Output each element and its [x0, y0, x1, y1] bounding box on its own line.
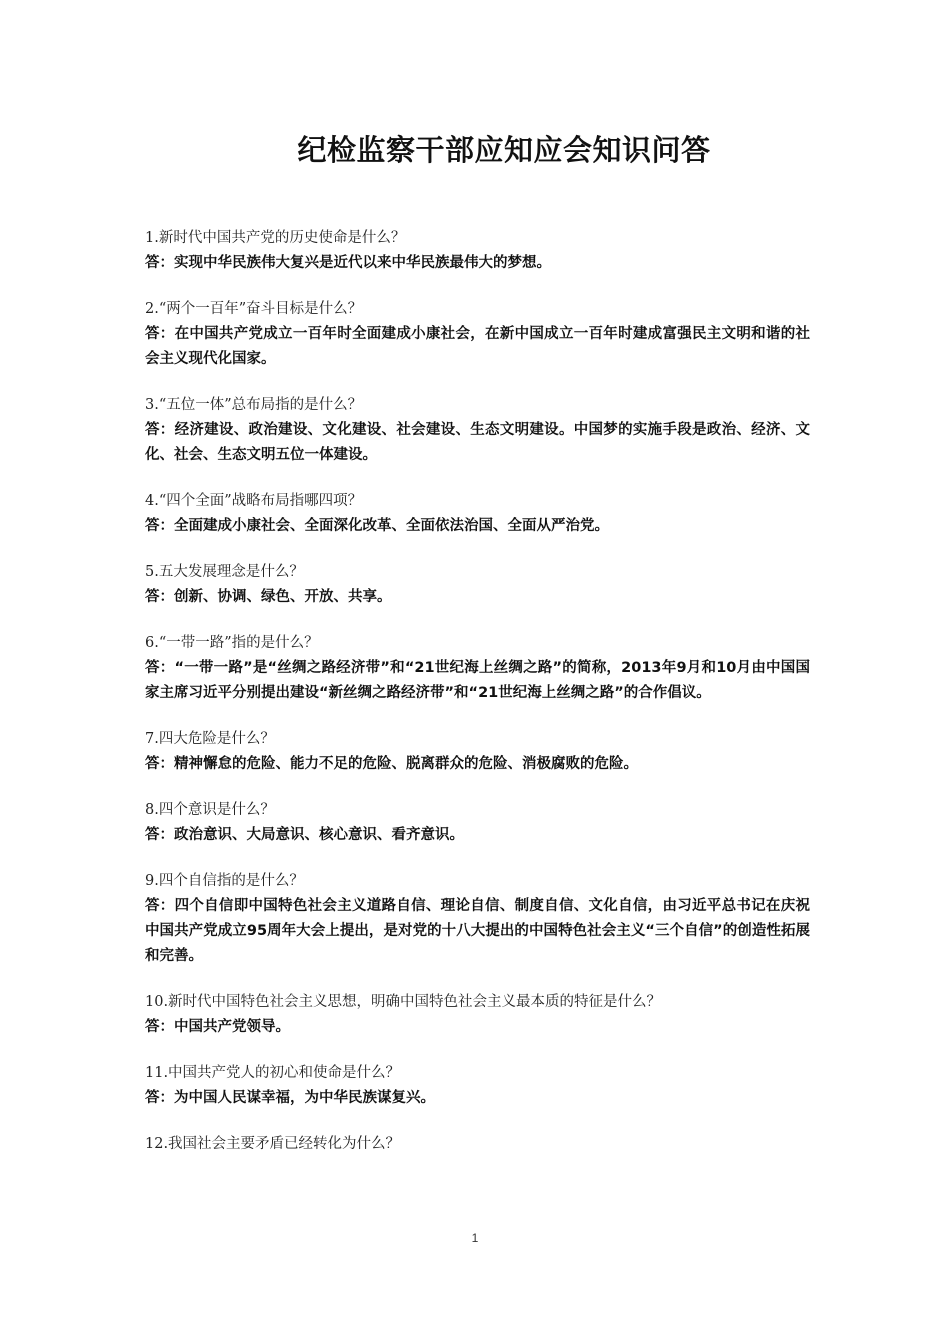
qa-item	[145, 631, 810, 706]
qa-item	[145, 393, 810, 468]
answer-text: 答：创新、协调、绿色、开放、共享。	[145, 589, 392, 605]
answer-text: 答：为中国人民谋幸福，为中华民族谋复兴。	[145, 1090, 435, 1106]
question-text: 9.四个自信指的是什么？	[145, 873, 304, 889]
page-number: 1	[471, 1231, 479, 1245]
question-text: 12.我国社会主要矛盾已经转化为什么？	[145, 1136, 401, 1152]
qa-item	[145, 869, 810, 969]
qa-item	[145, 990, 810, 1040]
question-text: 6.“一带一路”指的是什么？	[145, 635, 319, 651]
document-title: 纪检监察干部应知应会知识问答	[297, 133, 711, 167]
question-text: 8.四个意识是什么？	[145, 802, 275, 818]
answer-text: 答：经济建设、政治建设、文化建设、社会建设、生态文明建设。中国梦的实施手段是政治、经济、文化、社会、生态文明五位一体建设。	[145, 422, 810, 463]
answer-text: 答：四个自信即中国特色社会主义道路自信、理论自信、制度自信、文化自信，由习近平总书记在庆祝中国共产党成立95周年大会上提出，是对党的十八大提出的中国特色社会主义“三个自信”的创造性拓展和完善。	[145, 898, 810, 964]
answer-text: 答：精神懈怠的危险、能力不足的危险、脱离群众的危险、消极腐败的危险。	[145, 756, 638, 772]
qa-item	[145, 727, 810, 777]
answer-text: 答：“一带一路”是“丝绸之路经济带”和“21世纪海上丝绸之路”的简称，2013年9月和10月由中国国家主席习近平分别提出建设“新丝绸之路经济带”和“21世纪海上丝绸之路”的合作倡议。	[145, 660, 810, 701]
qa-item	[145, 798, 810, 848]
qa-item	[145, 489, 810, 539]
qa-item	[145, 1132, 810, 1157]
question-text: 7.四大危险是什么？	[145, 731, 275, 747]
question-text: 11.中国共产党人的初心和使命是什么？	[145, 1065, 401, 1081]
qa-list	[145, 226, 810, 1178]
answer-text: 答：在中国共产党成立一百年时全面建成小康社会，在新中国成立一百年时建成富强民主文明和谐的社会主义现代化国家。	[145, 326, 810, 367]
question-text: 1.新时代中国共产党的历史使命是什么？	[145, 230, 406, 246]
qa-item	[145, 560, 810, 610]
question-text: 5.五大发展理念是什么？	[145, 564, 304, 580]
answer-text: 答：实现中华民族伟大复兴是近代以来中华民族最伟大的梦想。	[145, 255, 551, 271]
qa-item	[145, 1061, 810, 1111]
question-text: 2.“两个一百年”奋斗目标是什么？	[145, 301, 363, 317]
answer-text: 答：中国共产党领导。	[145, 1019, 290, 1035]
answer-text: 答：全面建成小康社会、全面深化改革、全面依法治国、全面从严治党。	[145, 518, 609, 534]
answer-text: 答：政治意识、大局意识、核心意识、看齐意识。	[145, 827, 464, 843]
qa-item	[145, 226, 810, 276]
question-text: 3.“五位一体”总布局指的是什么？	[145, 397, 363, 413]
qa-item	[145, 297, 810, 372]
question-text: 10.新时代中国特色社会主义思想，明确中国特色社会主义最本质的特征是什么？	[145, 994, 662, 1010]
question-text: 4.“四个全面”战略布局指哪四项？	[145, 493, 363, 509]
